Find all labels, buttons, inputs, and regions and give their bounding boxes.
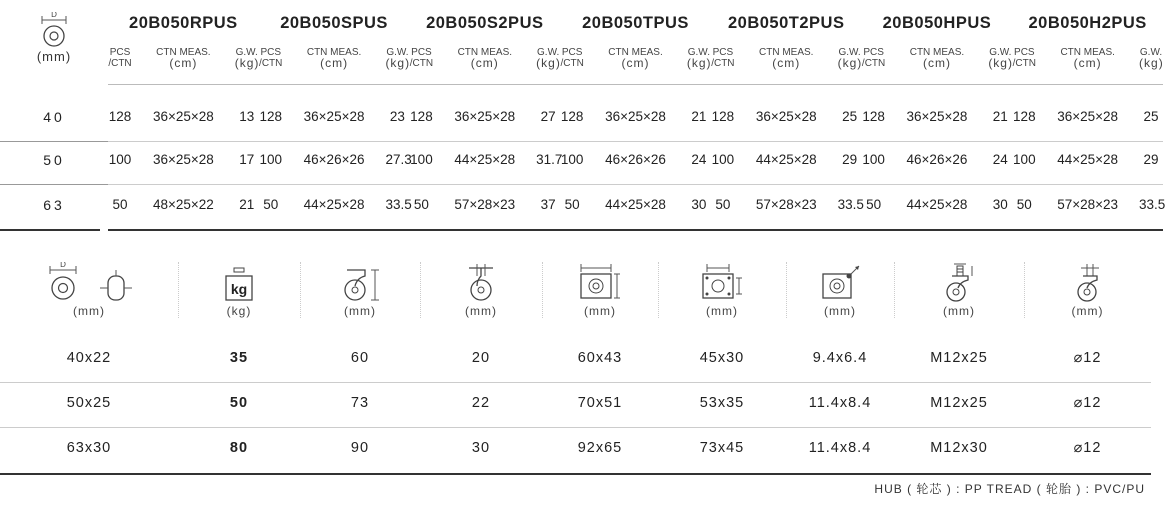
subheader-group xyxy=(409,47,560,83)
pcs-header: PCS /CTN xyxy=(711,47,735,69)
wheel-size-icon xyxy=(34,262,144,302)
divider xyxy=(0,427,1151,428)
load-cell: 35 xyxy=(229,350,249,366)
table-row xyxy=(0,336,1151,380)
meas-cell: 48×25×22 xyxy=(152,197,214,212)
gw-cell: 30 xyxy=(992,197,1008,212)
unit-label: (mm) xyxy=(943,304,975,318)
diameter-header xyxy=(0,12,108,64)
pcs-cell: 100 xyxy=(711,152,735,167)
meas-cell: 44×25×28 xyxy=(303,197,365,212)
meas-header: CTN MEAS. (cm) xyxy=(1060,47,1115,70)
gw-header: G.W. (kg) xyxy=(1139,47,1164,70)
plate-size-header xyxy=(542,256,658,326)
gw-cell: 33.5 xyxy=(837,197,864,212)
model-name: 20B050RPUS xyxy=(129,14,238,32)
model-cell-group xyxy=(711,185,862,225)
unit-label: (kg) xyxy=(226,304,252,318)
divider xyxy=(108,141,1163,142)
weight-icon xyxy=(221,262,257,302)
load-header xyxy=(178,256,300,326)
model-name: 20B050SPUS xyxy=(280,14,388,32)
meas-cell: 44×25×28 xyxy=(755,152,817,167)
model-cell-group xyxy=(409,185,560,225)
pcs-cell: 128 xyxy=(108,109,132,124)
bolt-hole-icon xyxy=(815,262,865,302)
hole-spacing-icon xyxy=(697,262,747,302)
pcs-cell: 100 xyxy=(108,152,132,167)
load-cell: 50 xyxy=(229,395,249,411)
thread-stem-icon xyxy=(934,262,984,302)
pcs-cell: 50 xyxy=(715,197,731,212)
subheader-row xyxy=(108,47,1163,83)
height-icon xyxy=(335,262,385,302)
meas-cell: 36×25×28 xyxy=(605,109,666,124)
unit-label: (mm) xyxy=(344,304,376,318)
meas-cell: 36×25×28 xyxy=(454,109,516,124)
wheel-size-cell: 40x22 xyxy=(66,350,112,366)
pcs-cell: 128 xyxy=(711,109,735,124)
diameter-cell: 50 xyxy=(43,152,65,168)
divider xyxy=(108,184,1163,185)
pcs-cell: 128 xyxy=(1013,109,1036,124)
pcs-cell: 128 xyxy=(560,109,584,124)
meas-cell: 36×25×28 xyxy=(152,109,214,124)
bolt-hole-header xyxy=(786,256,894,326)
pcs-cell: 100 xyxy=(862,152,885,167)
model-cell-group xyxy=(862,185,1013,225)
offset-cell: 22 xyxy=(471,395,491,411)
bore-cell: ⌀12 xyxy=(1073,440,1102,456)
diameter-cell: 63 xyxy=(43,197,65,213)
pcs-cell: 100 xyxy=(560,152,584,167)
svg-text:D: D xyxy=(51,12,57,19)
plate-size-cell: 92x65 xyxy=(577,440,623,456)
model-cell-group xyxy=(409,97,560,137)
table-row xyxy=(0,381,1151,425)
model-cell-group xyxy=(560,140,711,180)
meas-cell: 36×25×28 xyxy=(755,109,817,124)
pcs-header: PCS /CTN xyxy=(108,47,132,69)
meas-cell: 36×25×28 xyxy=(303,109,365,124)
plate-size-cell: 70x51 xyxy=(577,395,623,411)
thread-stem-header xyxy=(894,256,1024,326)
diameter-cell: 40 xyxy=(43,109,65,125)
gw-header: G.W. (kg) xyxy=(536,47,561,70)
model-name: 20B050HPUS xyxy=(882,14,992,32)
gw-cell: 24 xyxy=(992,152,1008,167)
meas-cell: 57×28×23 xyxy=(755,197,817,212)
gw-header: G.W. (kg) xyxy=(234,47,260,70)
height-header xyxy=(300,256,420,326)
gw-cell: 25 xyxy=(1143,109,1159,124)
wheel-diameter-icon xyxy=(34,12,74,48)
diameter-unit: (mm) xyxy=(36,49,72,64)
bolt-hole-cell: 11.4x8.4 xyxy=(808,440,872,456)
gw-cell: 21 xyxy=(239,197,255,212)
gw-cell: 24 xyxy=(691,152,707,167)
gw-header: G.W. (kg) xyxy=(988,47,1013,70)
meas-header: CTN MEAS. (cm) xyxy=(457,47,513,70)
model-cell-group xyxy=(108,185,259,225)
meas-cell: 46×26×26 xyxy=(303,152,365,167)
table-row xyxy=(0,426,1151,470)
divider xyxy=(108,84,1163,85)
svg-text:D: D xyxy=(60,262,66,269)
model-cell-group xyxy=(259,97,410,137)
offset-cell: 20 xyxy=(471,350,491,366)
divider xyxy=(0,382,1151,383)
subheader-group xyxy=(711,47,862,83)
model-cell-group xyxy=(1012,185,1166,225)
pcs-cell: 128 xyxy=(410,109,433,124)
divider xyxy=(0,141,108,142)
gw-cell: 27 xyxy=(540,109,556,124)
pcs-cell: 50 xyxy=(263,197,279,212)
subheader-group xyxy=(862,47,1013,83)
wheel-size-header xyxy=(0,256,178,326)
unit-label: (mm) xyxy=(706,304,738,318)
bore-cell: ⌀12 xyxy=(1073,350,1102,366)
gw-cell: 29 xyxy=(842,152,858,167)
hole-spacing-header xyxy=(658,256,786,326)
model-cell-group xyxy=(108,97,259,137)
meas-header: CTN MEAS. (cm) xyxy=(608,47,663,70)
bore-icon xyxy=(1063,262,1113,302)
model-name: 20B050H2PUS xyxy=(1028,14,1147,32)
gw-cell: 21 xyxy=(691,109,707,124)
meas-cell: 44×25×28 xyxy=(906,197,968,212)
offset-icon xyxy=(459,262,503,302)
divider xyxy=(0,473,1151,475)
load-cell: 80 xyxy=(229,440,249,456)
meas-cell: 44×25×28 xyxy=(1057,152,1119,167)
model-cell-group xyxy=(711,97,862,137)
bolt-hole-cell: 11.4x8.4 xyxy=(808,395,872,411)
gw-cell: 29 xyxy=(1143,152,1159,167)
height-cell: 73 xyxy=(350,395,370,411)
model-name: 20B050TPUS xyxy=(582,14,689,32)
unit-label: (mm) xyxy=(584,304,616,318)
model-cell-group xyxy=(862,140,1013,180)
bolt-hole-cell: 9.4x6.4 xyxy=(812,350,868,366)
bore-cell: ⌀12 xyxy=(1073,395,1102,411)
height-cell: 60 xyxy=(350,350,370,366)
model-cell-group xyxy=(1012,97,1163,137)
gw-cell: 33.5 xyxy=(385,197,412,212)
model-cell-group xyxy=(560,185,711,225)
divider xyxy=(0,229,100,231)
meas-cell: 36×25×28 xyxy=(906,109,968,124)
table-row xyxy=(0,140,1167,180)
gw-header: G.W. (kg) xyxy=(837,47,863,70)
model-cell-group xyxy=(409,140,563,180)
meas-header: CTN MEAS. (cm) xyxy=(759,47,814,70)
gw-cell: 37 xyxy=(540,197,556,212)
gw-cell: 31.7 xyxy=(536,152,563,167)
model-name: 20B050T2PUS xyxy=(727,14,845,32)
gw-header: G.W. (kg) xyxy=(385,47,411,70)
model-cell-group xyxy=(560,97,711,137)
model-cell-group xyxy=(862,97,1013,137)
wheel-size-cell: 50x25 xyxy=(66,395,112,411)
gw-cell: 25 xyxy=(842,109,858,124)
gw-cell: 33.5 xyxy=(1139,197,1166,212)
offset-header xyxy=(420,256,542,326)
gw-cell: 30 xyxy=(691,197,707,212)
meas-cell: 46×26×26 xyxy=(906,152,968,167)
meas-cell: 44×25×28 xyxy=(454,152,516,167)
pcs-cell: 100 xyxy=(259,152,282,167)
plate-size-cell: 60x43 xyxy=(577,350,623,366)
pcs-header: PCS /CTN xyxy=(861,47,886,69)
pcs-cell: 128 xyxy=(862,109,885,124)
hole-spacing-cell: 73x45 xyxy=(699,440,745,456)
pcs-cell: 50 xyxy=(866,197,882,212)
meas-header: CTN MEAS. (cm) xyxy=(909,47,965,70)
meas-cell: 36×25×28 xyxy=(152,152,214,167)
meas-cell: 57×28×23 xyxy=(1057,197,1119,212)
divider xyxy=(0,184,108,185)
thread-stem-cell: M12x30 xyxy=(930,440,988,456)
model-header-row xyxy=(108,14,1163,44)
svg-text:kg: kg xyxy=(230,281,248,297)
subheader-group xyxy=(108,47,259,83)
bore-header xyxy=(1024,256,1151,326)
model-cell-group xyxy=(108,140,259,180)
thread-stem-cell: M12x25 xyxy=(930,395,988,411)
pcs-cell: 50 xyxy=(112,197,128,212)
pcs-header: PCS /CTN xyxy=(560,47,584,69)
gw-cell: 21 xyxy=(992,109,1008,124)
gw-cell: 17 xyxy=(239,152,255,167)
unit-label: (mm) xyxy=(824,304,856,318)
pcs-header: PCS /CTN xyxy=(1012,47,1036,69)
material-note: HUB ( 轮芯 ) : PP TREAD ( 轮胎 ) : PVC/PU xyxy=(874,482,1145,496)
divider xyxy=(108,229,1163,231)
model-cell-group xyxy=(711,140,862,180)
unit-label: (mm) xyxy=(1071,304,1104,318)
pcs-cell: 100 xyxy=(410,152,433,167)
model-name: 20B050S2PUS xyxy=(426,14,544,32)
plate-size-icon xyxy=(575,262,625,302)
thread-stem-cell: M12x25 xyxy=(930,350,988,366)
unit-label: (mm) xyxy=(465,304,497,318)
pcs-cell: 50 xyxy=(413,197,429,212)
meas-header: CTN MEAS. (cm) xyxy=(306,47,362,70)
wheel-size-cell: 63x30 xyxy=(66,440,112,456)
gw-cell: 23 xyxy=(389,109,405,124)
subheader-group xyxy=(259,47,410,83)
hole-spacing-cell: 45x30 xyxy=(699,350,745,366)
meas-header: CTN MEAS. (cm) xyxy=(156,47,211,70)
gw-cell: 13 xyxy=(239,109,255,124)
spec-header-row xyxy=(0,256,1151,326)
pcs-header: PCS /CTN xyxy=(259,47,283,69)
subheader-group xyxy=(1012,47,1163,83)
pcs-cell: 100 xyxy=(1013,152,1036,167)
height-cell: 90 xyxy=(350,440,370,456)
pcs-header: PCS /CTN xyxy=(409,47,434,69)
pcs-cell: 128 xyxy=(259,109,282,124)
hole-spacing-cell: 53x35 xyxy=(699,395,745,411)
meas-cell: 46×26×26 xyxy=(605,152,666,167)
table-row xyxy=(0,97,1167,137)
model-cell-group xyxy=(1012,140,1163,180)
unit-label: (mm) xyxy=(73,304,105,318)
meas-cell: 44×25×28 xyxy=(605,197,666,212)
model-cell-group xyxy=(259,140,410,180)
table-row xyxy=(0,185,1167,225)
offset-cell: 30 xyxy=(471,440,491,456)
pcs-cell: 50 xyxy=(1016,197,1032,212)
meas-cell: 57×28×23 xyxy=(454,197,516,212)
gw-cell: 27.3 xyxy=(385,152,412,167)
gw-header: G.W. (kg) xyxy=(686,47,712,70)
subheader-group xyxy=(560,47,711,83)
model-cell-group xyxy=(259,185,410,225)
meas-cell: 36×25×28 xyxy=(1057,109,1119,124)
pcs-cell: 50 xyxy=(564,197,580,212)
